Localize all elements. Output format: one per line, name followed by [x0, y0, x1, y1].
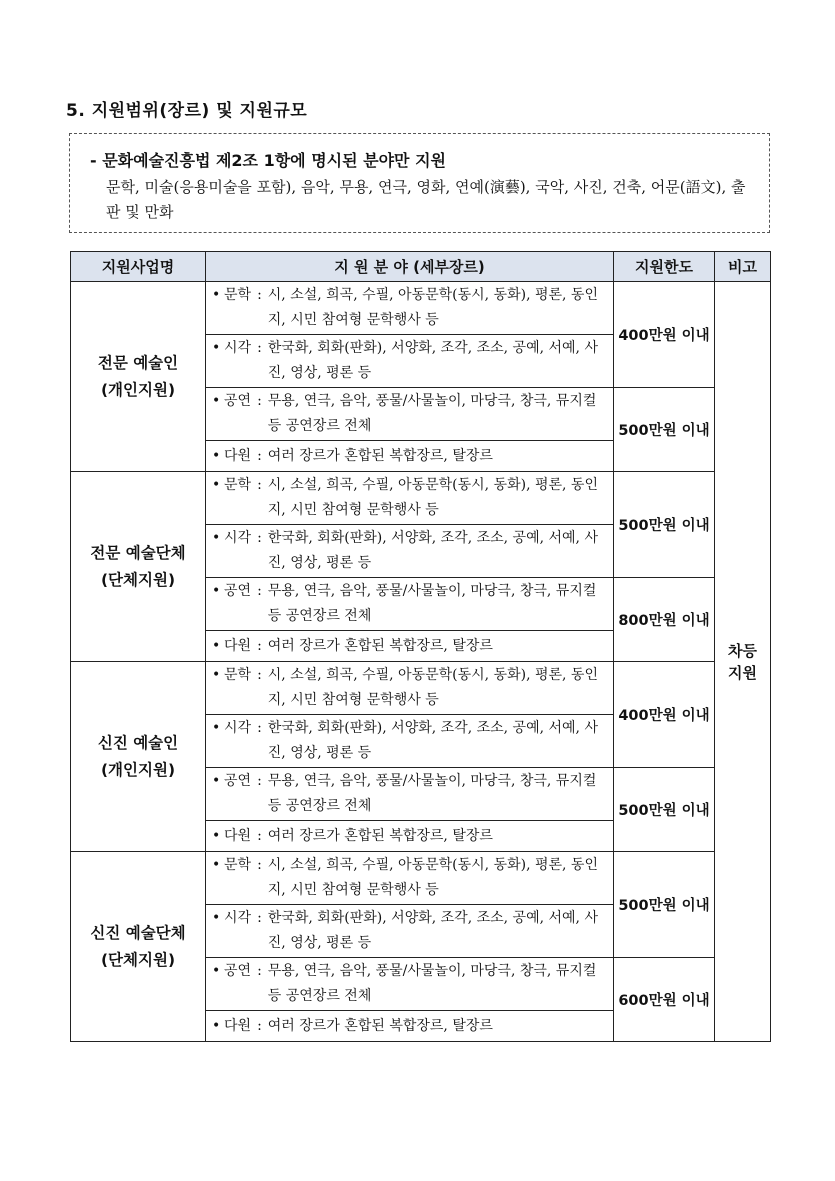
field-cell — [206, 852, 614, 905]
table-row — [71, 662, 771, 715]
field-label: 문학 — [224, 477, 252, 493]
field-items: 한국화, 회화(판화), 서양화, 조각, 조소, 공예, 서예, 사진, 영상, 평론 등 — [267, 720, 598, 761]
field-items: 한국화, 회화(판화), 서양화, 조각, 조소, 공예, 서예, 사진, 영상, 평론 등 — [267, 910, 598, 951]
table-row — [71, 472, 771, 525]
bullet: • — [212, 910, 221, 926]
colon: : — [257, 910, 262, 926]
field-cell — [206, 768, 614, 821]
field-items: 여러 장르가 혼합된 복합장르, 탈장르 — [267, 637, 493, 654]
field-cell — [206, 821, 614, 852]
field-cell — [206, 662, 614, 715]
field-label: 시각 — [224, 530, 252, 546]
bullet: • — [212, 637, 221, 654]
field-items: 한국화, 회화(판화), 서양화, 조각, 조소, 공예, 서예, 사진, 영상, 평론 등 — [267, 530, 598, 571]
colon: : — [257, 827, 262, 844]
limit-cell: 500만원 이내 — [614, 852, 715, 958]
colon: : — [257, 287, 262, 303]
bullet: • — [212, 447, 221, 464]
program-type: (개인지원) — [100, 380, 176, 399]
field-items: 한국화, 회화(판화), 서양화, 조각, 조소, 공예, 서예, 사진, 영상, 평론 등 — [267, 340, 598, 381]
field-label: 공연 — [224, 963, 252, 979]
note-title: - 문화예술진흥법 제2조 1항에 명시된 분야만 지원 — [90, 151, 446, 170]
colon: : — [257, 583, 262, 599]
field-label: 다원 — [224, 827, 252, 844]
remark-line: 차등 — [728, 641, 757, 660]
program-type: (단체지원) — [100, 950, 176, 969]
field-cell — [206, 388, 614, 441]
field-items: 시, 소설, 희곡, 수필, 아동문학(동시, 동화), 평론, 동인지, 시민 참여형 문학행사 등 — [267, 667, 598, 708]
remark-cell — [715, 282, 771, 1042]
limit-cell: 500만원 이내 — [614, 388, 715, 472]
field-label: 공연 — [224, 583, 252, 599]
field-label: 다원 — [224, 447, 252, 464]
colon: : — [257, 963, 262, 979]
field-items: 여러 장르가 혼합된 복합장르, 탈장르 — [267, 1017, 493, 1034]
header-limit: 지원한도 — [614, 252, 715, 282]
colon: : — [257, 773, 262, 789]
colon: : — [257, 857, 262, 873]
field-cell — [206, 525, 614, 578]
field-cell — [206, 631, 614, 662]
table-row — [71, 282, 771, 335]
field-label: 다원 — [224, 1017, 252, 1034]
field-items: 여러 장르가 혼합된 복합장르, 탈장르 — [267, 447, 493, 464]
field-cell — [206, 578, 614, 631]
colon: : — [257, 720, 262, 736]
bullet: • — [212, 393, 221, 409]
program-name: 신진 예술단체 — [90, 923, 186, 942]
bullet: • — [212, 340, 221, 356]
field-items: 시, 소설, 희곡, 수필, 아동문학(동시, 동화), 평론, 동인지, 시민 참여형 문학행사 등 — [267, 477, 598, 518]
header-program: 지원사업명 — [71, 252, 206, 282]
field-items: 무용, 연극, 음악, 풍물/사물놀이, 마당극, 창극, 뮤지컬 등 공연장르 전체 — [267, 583, 597, 624]
field-cell — [206, 441, 614, 472]
bullet: • — [212, 530, 221, 546]
field-items: 무용, 연극, 음악, 풍물/사물놀이, 마당극, 창극, 뮤지컬 등 공연장르 전체 — [267, 773, 597, 814]
field-label: 시각 — [224, 910, 252, 926]
bullet: • — [212, 720, 221, 736]
field-items: 무용, 연극, 음악, 풍물/사물놀이, 마당극, 창극, 뮤지컬 등 공연장르 전체 — [267, 963, 597, 1004]
bullet: • — [212, 773, 221, 789]
bullet: • — [212, 857, 221, 873]
header-field: 지 원 분 야 (세부장르) — [206, 252, 614, 282]
program-name: 전문 예술단체 — [90, 543, 186, 562]
field-cell — [206, 905, 614, 958]
field-items: 시, 소설, 희곡, 수필, 아동문학(동시, 동화), 평론, 동인지, 시민 참여형 문학행사 등 — [267, 857, 598, 898]
program-type: (개인지원) — [100, 760, 176, 779]
colon: : — [257, 393, 262, 409]
limit-cell: 400만원 이내 — [614, 662, 715, 768]
header-remark: 비고 — [715, 252, 771, 282]
field-label: 공연 — [224, 393, 252, 409]
field-cell — [206, 715, 614, 768]
field-cell — [206, 282, 614, 335]
bullet: • — [212, 583, 221, 599]
field-label: 시각 — [224, 340, 252, 356]
limit-cell: 500만원 이내 — [614, 472, 715, 578]
field-cell — [206, 472, 614, 525]
table-body — [71, 282, 771, 1042]
note-box — [69, 133, 770, 233]
limit-cell: 500만원 이내 — [614, 768, 715, 852]
program-name-cell — [71, 662, 206, 852]
note-body: 문학, 미술(응용미술을 포함), 음악, 무용, 연극, 영화, 연예(演藝), 국악, 사진, 건축, 어문(語文), 출판 및 만화 — [106, 178, 746, 221]
table-row — [71, 852, 771, 905]
field-cell — [206, 335, 614, 388]
bullet: • — [212, 827, 221, 844]
colon: : — [257, 477, 262, 493]
bullet: • — [212, 667, 221, 683]
limit-cell: 800만원 이내 — [614, 578, 715, 662]
limit-cell: 600만원 이내 — [614, 958, 715, 1042]
colon: : — [257, 340, 262, 356]
section-heading: 5. 지원범위(장르) 및 지원규모 — [66, 101, 308, 121]
field-label: 공연 — [224, 773, 252, 789]
bullet: • — [212, 477, 221, 493]
colon: : — [257, 530, 262, 546]
colon: : — [257, 667, 262, 683]
limit-cell: 400만원 이내 — [614, 282, 715, 388]
program-name-cell — [71, 472, 206, 662]
field-label: 시각 — [224, 720, 252, 736]
program-name-cell — [71, 852, 206, 1042]
field-label: 문학 — [224, 857, 252, 873]
program-name: 신진 예술인 — [97, 733, 179, 752]
field-cell — [206, 1011, 614, 1042]
program-name: 전문 예술인 — [97, 353, 179, 372]
field-items: 무용, 연극, 음악, 풍물/사물놀이, 마당극, 창극, 뮤지컬 등 공연장르 전체 — [267, 393, 597, 434]
remark-line: 지원 — [728, 663, 757, 682]
colon: : — [257, 1017, 262, 1034]
table-header-row — [71, 252, 771, 282]
bullet: • — [212, 287, 221, 303]
colon: : — [257, 637, 262, 654]
field-label: 다원 — [224, 637, 252, 654]
program-name-cell — [71, 282, 206, 472]
colon: : — [257, 447, 262, 464]
field-cell — [206, 958, 614, 1011]
bullet: • — [212, 963, 221, 979]
field-items: 여러 장르가 혼합된 복합장르, 탈장르 — [267, 827, 493, 844]
field-label: 문학 — [224, 287, 252, 303]
field-items: 시, 소설, 희곡, 수필, 아동문학(동시, 동화), 평론, 동인지, 시민 참여형 문학행사 등 — [267, 287, 598, 328]
support-table — [70, 251, 771, 1042]
field-label: 문학 — [224, 667, 252, 683]
program-type: (단체지원) — [100, 570, 176, 589]
bullet: • — [212, 1017, 221, 1034]
